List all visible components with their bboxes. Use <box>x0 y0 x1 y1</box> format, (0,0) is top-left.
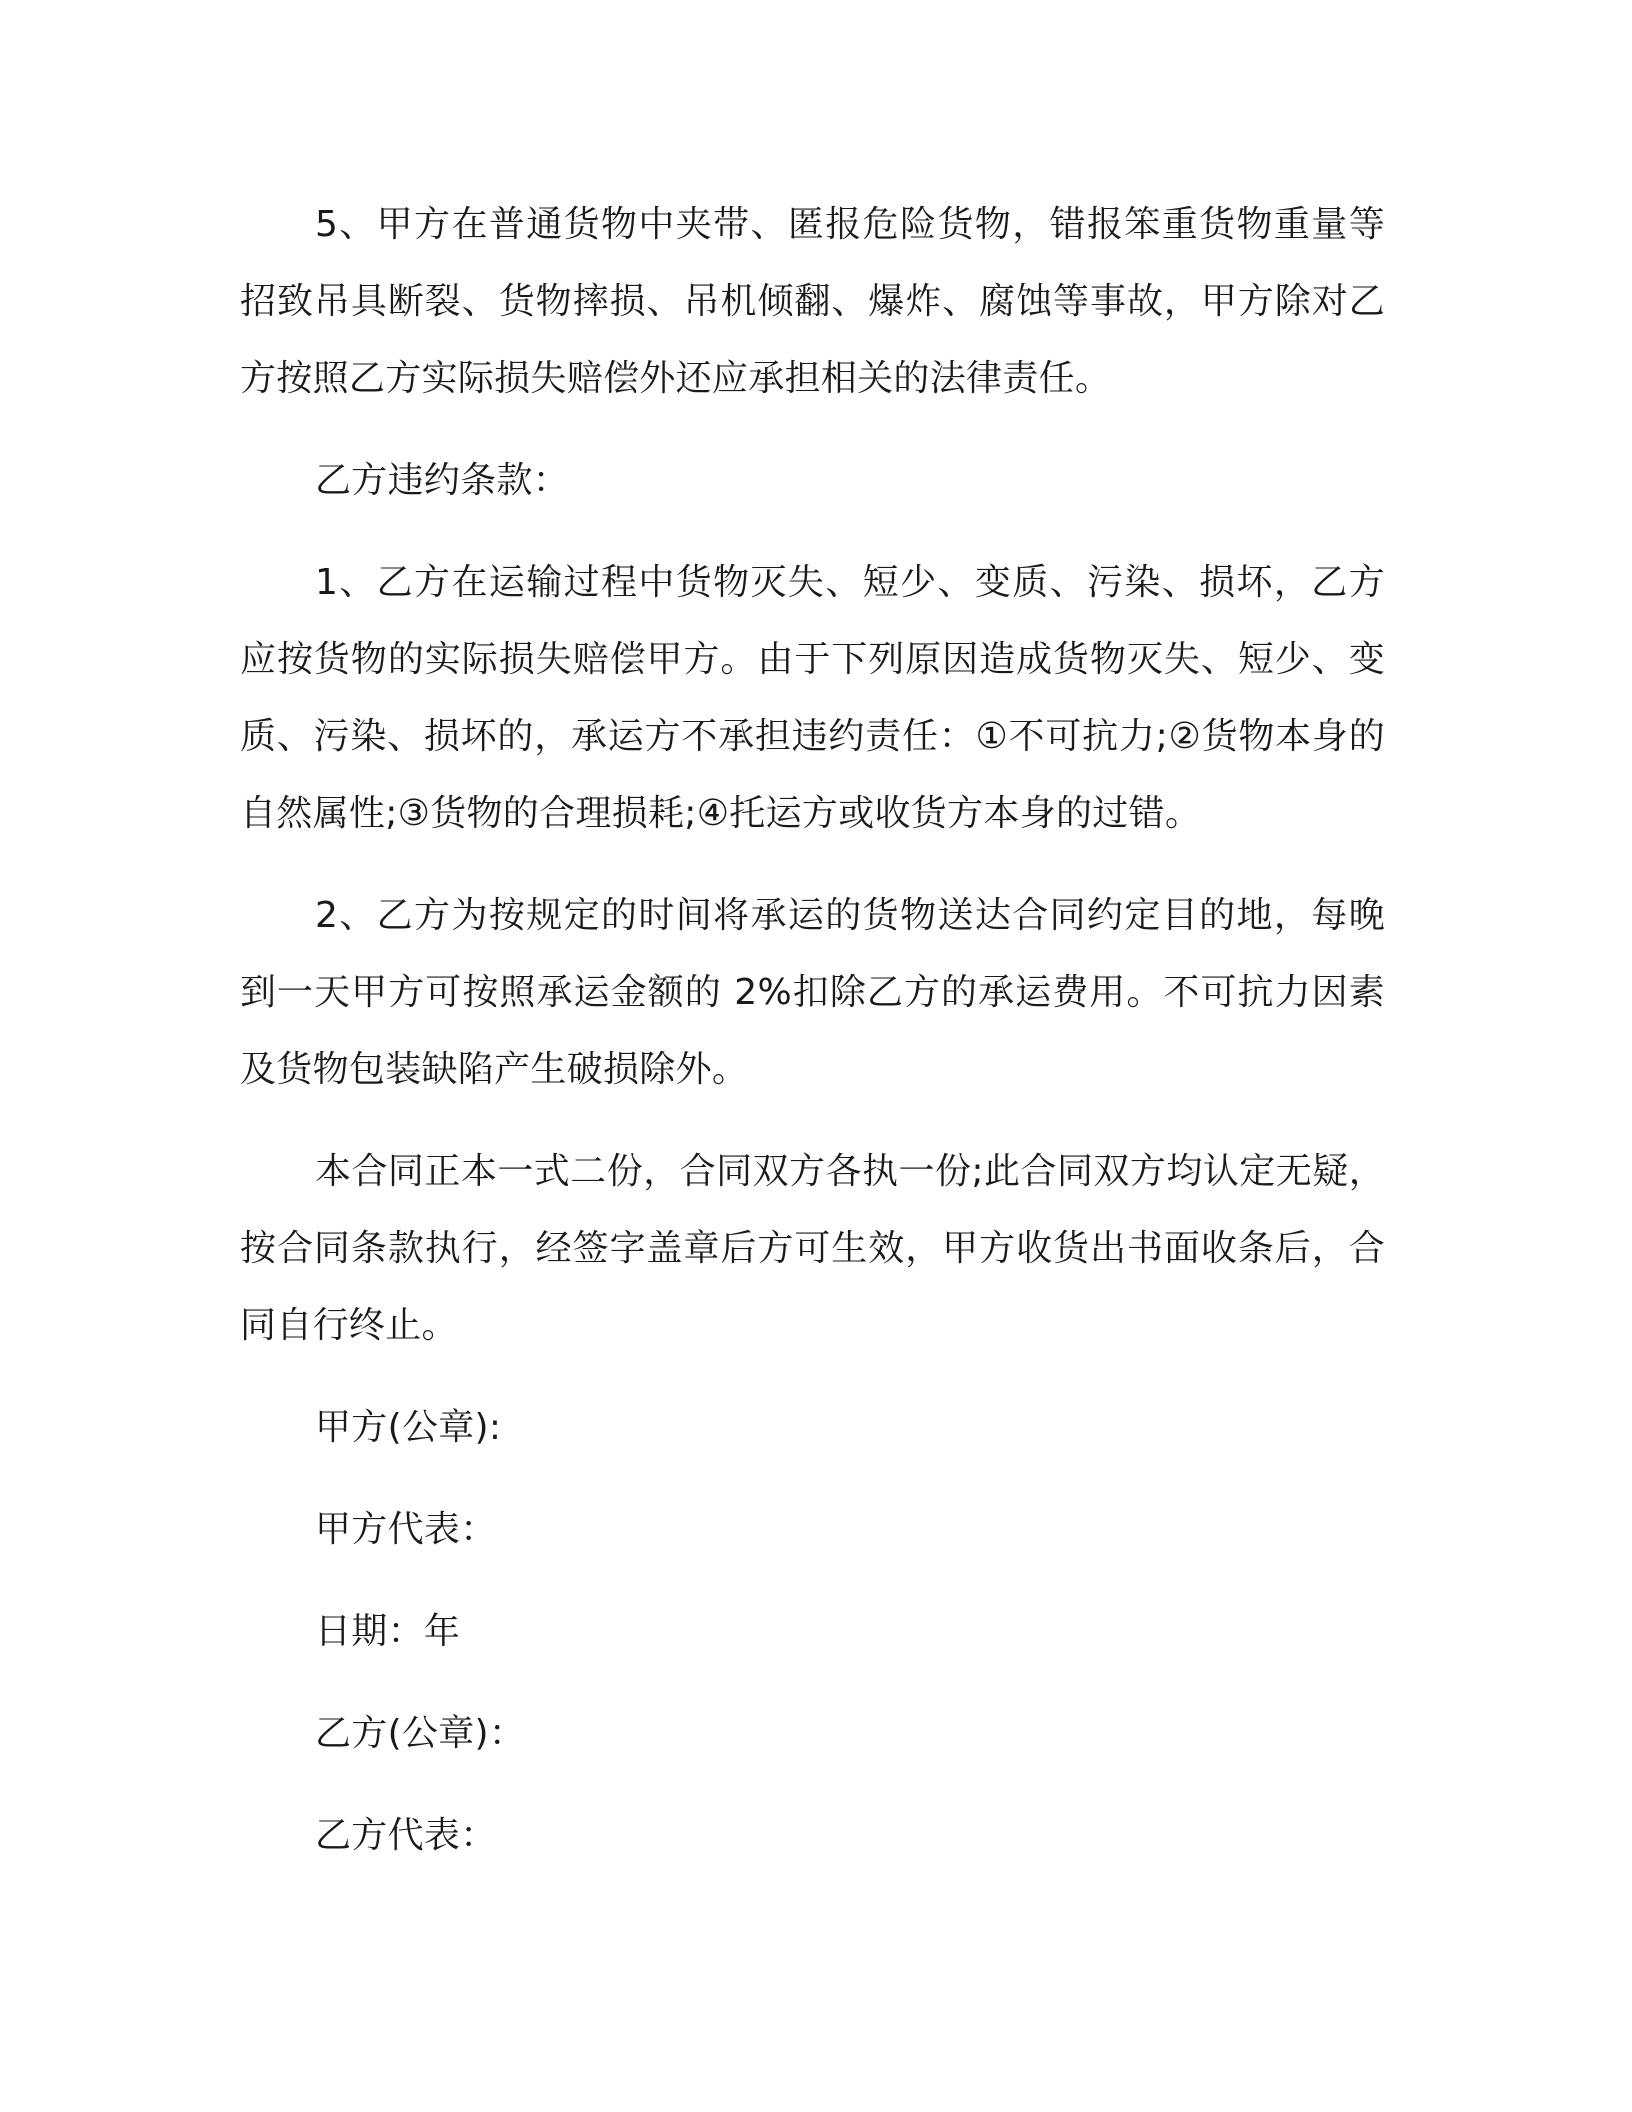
party-a-representative-line: 甲方代表： <box>315 1509 497 1550</box>
party-a-seal-line: 甲方(公章): <box>315 1407 502 1448</box>
party-b-breach-heading: 乙方违约条款： <box>315 460 570 501</box>
clause-2-late-delivery: 2、乙方为按规定的时间将承运的货物送达合同约定目的地，每晚到一天甲方可按照承运金额的 2%扣除乙方的承运费用。不可抗力因素及货物包装缺陷产生破损除外。 <box>240 895 1385 1090</box>
contract-validity-paragraph: 本合同正本一式二份，合同双方各执一份;此合同双方均认定无疑，按合同条款执行，经签字盖章后方可生效，甲方收货出书面收条后，合同自行终止。 <box>240 1151 1385 1346</box>
clause-1-cargo-loss: 1、乙方在运输过程中货物灭失、短少、变质、污染、损坏，乙方应按货物的实际损失赔偿甲方。由于下列原因造成货物灭失、短少、变质、污染、损坏的，承运方不承担违约责任：①不可抗力;②货物本身的自然属性;③货物的合理损耗;④托运方或收货方本身的过错。 <box>240 562 1385 834</box>
document-body <box>240 186 1385 1899</box>
date-line: 日期：年 <box>315 1611 461 1652</box>
clause-5-party-a-liability: 5、甲方在普通货物中夹带、匿报危险货物，错报笨重货物重量等招致吊具断裂、货物摔损、吊机倾翻、爆炸、腐蚀等事故，甲方除对乙方按照乙方实际损失赔偿外还应承担相关的法律责任。 <box>240 204 1385 399</box>
party-b-seal-line: 乙方(公章)： <box>315 1713 526 1754</box>
party-b-representative-line: 乙方代表： <box>315 1815 497 1856</box>
